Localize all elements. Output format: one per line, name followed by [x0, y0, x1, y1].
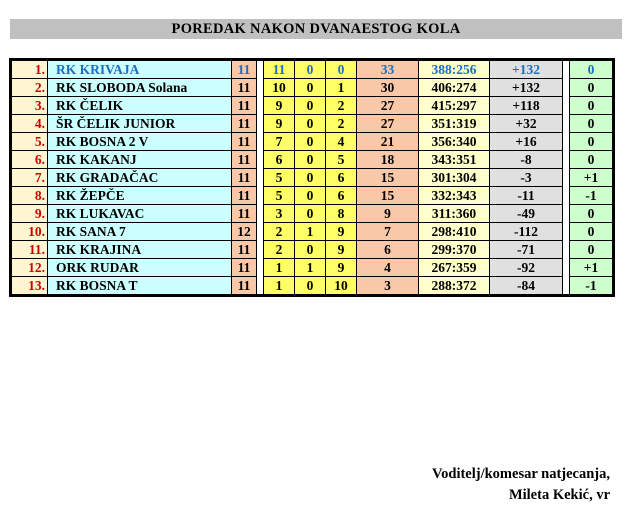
- column-gap: [563, 241, 570, 259]
- played-cell: 12: [232, 223, 257, 241]
- rank-cell: 2.: [11, 79, 48, 97]
- goals-cell: 267:359: [419, 259, 490, 277]
- goal-difference-cell: +132: [490, 60, 563, 79]
- position-change-cell: 0: [570, 241, 614, 259]
- points-cell: 27: [357, 115, 419, 133]
- draws-cell: 0: [295, 60, 326, 79]
- column-gap: [257, 187, 264, 205]
- points-cell: 15: [357, 187, 419, 205]
- goals-cell: 351:319: [419, 115, 490, 133]
- rank-cell: 12.: [11, 259, 48, 277]
- team-name: RK BOSNA T: [56, 278, 138, 293]
- goals-cell: 343:351: [419, 151, 490, 169]
- rank-cell: 6.: [11, 151, 48, 169]
- table-row: [11, 115, 614, 133]
- wins-cell: 9: [264, 97, 295, 115]
- column-gap: [257, 97, 264, 115]
- goal-difference-cell: -3: [490, 169, 563, 187]
- position-change-cell: 0: [570, 133, 614, 151]
- position-change-cell: 0: [570, 115, 614, 133]
- team-name: ŠR ČELIK JUNIOR: [56, 116, 176, 131]
- goal-difference-cell: -71: [490, 241, 563, 259]
- played-cell: 11: [232, 97, 257, 115]
- rank-cell: 7.: [11, 169, 48, 187]
- draws-cell: 0: [295, 97, 326, 115]
- team-name: RK SLOBODA: [56, 80, 145, 95]
- position-change-cell: 0: [570, 205, 614, 223]
- draws-cell: 0: [295, 169, 326, 187]
- column-gap: [257, 169, 264, 187]
- signature-name: Mileta Kekić, vr: [508, 487, 610, 503]
- played-cell: 11: [232, 187, 257, 205]
- wins-cell: 3: [264, 205, 295, 223]
- draws-cell: 0: [295, 205, 326, 223]
- points-cell: 21: [357, 133, 419, 151]
- points-cell: 27: [357, 97, 419, 115]
- column-gap: [563, 97, 570, 115]
- wins-cell: 11: [264, 60, 295, 79]
- draws-cell: 0: [295, 133, 326, 151]
- played-cell: 11: [232, 205, 257, 223]
- points-cell: 9: [357, 205, 419, 223]
- table-row: [11, 169, 614, 187]
- played-cell: 11: [232, 60, 257, 79]
- position-change-cell: 0: [570, 223, 614, 241]
- column-gap: [257, 79, 264, 97]
- team-cell: [48, 259, 232, 277]
- goal-difference-cell: -92: [490, 259, 563, 277]
- team-cell: [48, 277, 232, 296]
- position-change-cell: +1: [570, 259, 614, 277]
- table-row: [11, 223, 614, 241]
- team-cell: [48, 223, 232, 241]
- column-gap: [257, 60, 264, 79]
- played-cell: 11: [232, 259, 257, 277]
- losses-cell: 8: [326, 205, 357, 223]
- goal-difference-cell: +118: [490, 97, 563, 115]
- position-change-cell: -1: [570, 277, 614, 296]
- column-gap: [257, 277, 264, 296]
- table-row: [11, 151, 614, 169]
- points-cell: 18: [357, 151, 419, 169]
- team-name: RK GRADAČAC: [56, 170, 159, 185]
- goal-difference-cell: +132: [490, 79, 563, 97]
- losses-cell: 6: [326, 187, 357, 205]
- played-cell: 11: [232, 115, 257, 133]
- position-change-cell: +1: [570, 169, 614, 187]
- position-change-cell: -1: [570, 187, 614, 205]
- rank-cell: 4.: [11, 115, 48, 133]
- played-cell: 11: [232, 151, 257, 169]
- goal-difference-cell: -84: [490, 277, 563, 296]
- goals-cell: 415:297: [419, 97, 490, 115]
- table-row: [11, 60, 614, 79]
- table-row: [11, 277, 614, 296]
- wins-cell: 1: [264, 277, 295, 296]
- team-cell: [48, 97, 232, 115]
- column-gap: [563, 133, 570, 151]
- draws-cell: 1: [295, 259, 326, 277]
- team-cell: [48, 60, 232, 79]
- draws-cell: 0: [295, 151, 326, 169]
- goals-cell: 288:372: [419, 277, 490, 296]
- goal-difference-cell: -112: [490, 223, 563, 241]
- draws-cell: 0: [295, 115, 326, 133]
- played-cell: 11: [232, 79, 257, 97]
- standings-table-body: [11, 60, 614, 296]
- column-gap: [257, 205, 264, 223]
- column-gap: [563, 187, 570, 205]
- wins-cell: 7: [264, 133, 295, 151]
- wins-cell: 2: [264, 241, 295, 259]
- goal-difference-cell: +16: [490, 133, 563, 151]
- column-gap: [563, 205, 570, 223]
- draws-cell: 1: [295, 223, 326, 241]
- goals-cell: 311:360: [419, 205, 490, 223]
- team-name: RK ČELIK: [56, 98, 124, 113]
- points-cell: 33: [357, 60, 419, 79]
- column-gap: [563, 277, 570, 296]
- signature-block: [432, 464, 610, 506]
- table-row: [11, 133, 614, 151]
- table-row: [11, 241, 614, 259]
- team-name: RK KRAJINA: [56, 242, 142, 257]
- wins-cell: 5: [264, 169, 295, 187]
- column-gap: [563, 223, 570, 241]
- rank-cell: 8.: [11, 187, 48, 205]
- team-cell: [48, 79, 232, 97]
- column-gap: [257, 241, 264, 259]
- column-gap: [257, 259, 264, 277]
- goals-cell: 406:274: [419, 79, 490, 97]
- wins-cell: 2: [264, 223, 295, 241]
- goals-cell: 332:343: [419, 187, 490, 205]
- draws-cell: 0: [295, 241, 326, 259]
- wins-cell: 6: [264, 151, 295, 169]
- points-cell: 15: [357, 169, 419, 187]
- losses-cell: 9: [326, 259, 357, 277]
- losses-cell: 6: [326, 169, 357, 187]
- table-row: [11, 97, 614, 115]
- position-change-cell: 0: [570, 97, 614, 115]
- team-cell: [48, 187, 232, 205]
- goals-cell: 356:340: [419, 133, 490, 151]
- column-gap: [563, 151, 570, 169]
- goal-difference-cell: -8: [490, 151, 563, 169]
- points-cell: 30: [357, 79, 419, 97]
- position-change-cell: 0: [570, 60, 614, 79]
- losses-cell: 4: [326, 133, 357, 151]
- team-cell: [48, 169, 232, 187]
- losses-cell: 1: [326, 79, 357, 97]
- points-cell: 4: [357, 259, 419, 277]
- team-name: RK ŽEPČE: [56, 188, 125, 203]
- goals-cell: 298:410: [419, 223, 490, 241]
- team-name: RK KAKANJ: [56, 152, 137, 167]
- draws-cell: 0: [295, 79, 326, 97]
- team-name: RK KRIVAJA: [56, 62, 140, 77]
- rank-cell: 13.: [11, 277, 48, 296]
- rank-cell: 11.: [11, 241, 48, 259]
- played-cell: 11: [232, 277, 257, 296]
- table-row: [11, 259, 614, 277]
- signature-role: Voditelj/komesar natjecanja,: [431, 466, 610, 482]
- played-cell: 11: [232, 133, 257, 151]
- losses-cell: 10: [326, 277, 357, 296]
- goal-difference-cell: -49: [490, 205, 563, 223]
- rank-cell: 10.: [11, 223, 48, 241]
- losses-cell: 2: [326, 115, 357, 133]
- table-row: [11, 205, 614, 223]
- rank-cell: 9.: [11, 205, 48, 223]
- draws-cell: 0: [295, 277, 326, 296]
- played-cell: 11: [232, 169, 257, 187]
- team-name: ORK RUDAR: [56, 260, 139, 275]
- rank-cell: 3.: [11, 97, 48, 115]
- team-cell: [48, 205, 232, 223]
- team-cell: [48, 241, 232, 259]
- rank-cell: 1.: [11, 60, 48, 79]
- losses-cell: 0: [326, 60, 357, 79]
- column-gap: [563, 79, 570, 97]
- wins-cell: 9: [264, 115, 295, 133]
- team-name: RK LUKAVAC: [56, 206, 145, 221]
- team-name: RK BOSNA 2 V: [56, 134, 149, 149]
- played-cell: 11: [232, 241, 257, 259]
- column-gap: [257, 151, 264, 169]
- column-gap: [563, 169, 570, 187]
- losses-cell: 9: [326, 241, 357, 259]
- losses-cell: 2: [326, 97, 357, 115]
- rank-cell: 5.: [11, 133, 48, 151]
- draws-cell: 0: [295, 187, 326, 205]
- team-name-suffix: Solana: [148, 80, 188, 95]
- goal-difference-cell: -11: [490, 187, 563, 205]
- table-row: [11, 79, 614, 97]
- losses-cell: 5: [326, 151, 357, 169]
- points-cell: 7: [357, 223, 419, 241]
- wins-cell: 1: [264, 259, 295, 277]
- team-name: RK SANA 7: [56, 224, 126, 239]
- column-gap: [257, 223, 264, 241]
- table-row: [11, 187, 614, 205]
- position-change-cell: 0: [570, 151, 614, 169]
- team-cell: [48, 115, 232, 133]
- column-gap: [563, 259, 570, 277]
- wins-cell: 5: [264, 187, 295, 205]
- points-cell: 3: [357, 277, 419, 296]
- position-change-cell: 0: [570, 79, 614, 97]
- column-gap: [257, 115, 264, 133]
- goals-cell: 301:304: [419, 169, 490, 187]
- team-cell: [48, 133, 232, 151]
- wins-cell: 10: [264, 79, 295, 97]
- standings-table: [9, 58, 615, 297]
- goals-cell: 388:256: [419, 60, 490, 79]
- losses-cell: 9: [326, 223, 357, 241]
- points-cell: 6: [357, 241, 419, 259]
- column-gap: [257, 133, 264, 151]
- column-gap: [563, 60, 570, 79]
- team-cell: [48, 151, 232, 169]
- standings-title: POREDAK NAKON DVANAESTOG KOLA: [10, 19, 622, 39]
- goal-difference-cell: +32: [490, 115, 563, 133]
- column-gap: [563, 115, 570, 133]
- goals-cell: 299:370: [419, 241, 490, 259]
